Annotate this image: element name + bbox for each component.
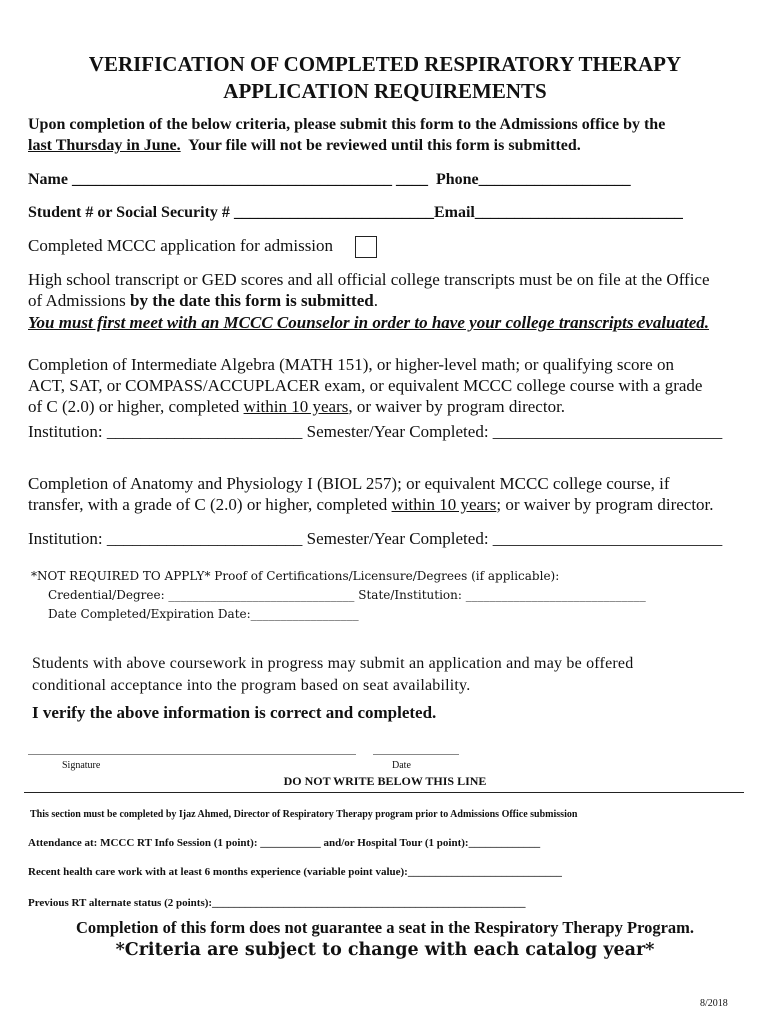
health-care-field[interactable]: Recent health care work with at least 6 months experience (variable point value):____________________________ [28,866,562,878]
student-row [28,204,683,222]
name-field[interactable]: ________________________________________ ____ [71,171,428,188]
student-number-label: Student # or Social Security # [28,204,230,221]
alternate-status-field[interactable]: Previous RT alternate status (2 points):_________________________________________________________ [28,897,526,909]
student-number-field[interactable]: _________________________ [233,204,434,221]
counselor-notice: You must first meet with an MCCC Counselor in order to have your college transcripts evaluated. [28,313,710,332]
verify-statement: I verify the above information is correct and completed. [32,703,437,722]
form-title-line-2: APPLICATION REQUIREMENTS [223,79,547,103]
instructions-rest: Your file will not be reviewed until this form is submitted. [180,137,581,154]
date-line[interactable] [373,754,459,755]
disclaimer: Completion of this form does not guarantee a seat in the Respiratory Therapy Program. [75,918,695,937]
math-line-1: Completion of Intermediate Algebra (MATH 151), or higher-level math; or qualifying score on [28,355,674,374]
criteria-notice: *Criteria are subject to change with each catalog year* [115,940,655,960]
anatomy-line-1: Completion of Anatomy and Physiology I (BIOL 257); or equivalent MCCC college course, if [28,474,670,493]
transcripts-line-2: of Admissions by the date this form is submitted. [28,291,378,310]
progress-line-2: conditional acceptance into the program based on seat availability. [32,677,471,694]
signature-label: Signature [62,760,101,771]
math-line-3: of C (2.0) or higher, completed within 10 years, or waiver by program director. [28,397,566,416]
office-section-note: This section must be completed by Ijaz Ahmed, Director of Respiratory Therapy program prior to Admissions Office submission [30,809,578,820]
deadline-text: last Thursday in June. [28,137,181,154]
name-label: Name [28,171,68,188]
date-label: Date [392,760,411,771]
form-title-line-1: VERIFICATION OF COMPLETED RESPIRATORY THERAPY [88,52,682,76]
anatomy-institution-field[interactable]: Institution: _______________________ Semester/Year Completed: ___________________________ [28,529,723,548]
phone-field[interactable]: ___________________ [478,171,631,188]
attendance-field[interactable]: Attendance at: MCCC RT Info Session (1 point): ___________ and/or Hospital Tour (1 point):_____________ [28,837,541,849]
instructions-line-1: Upon completion of the below criteria, please submit this form to the Admissions office by the [28,116,666,133]
credential-field[interactable]: Credential/Degree: _______________________________ State/Institution: ______________________________ [48,588,646,602]
do-not-write-notice: DO NOT WRITE BELOW THIS LINE [283,774,487,788]
version-date: 8/2018 [700,998,728,1009]
signature-line[interactable] [28,754,356,755]
name-row [28,171,631,189]
transcripts-line-1: High school transcript or GED scores and all official college transcripts must be on file at the Office [28,270,710,289]
mccc-application-label: Completed MCCC application for admission [28,236,334,255]
progress-line-1: Students with above coursework in progress may submit an application and may be offered [32,655,634,672]
phone-label: Phone [435,171,479,188]
certs-note: *NOT REQUIRED TO APPLY* Proof of Certifications/Licensure/Degrees (if applicable): [31,569,560,583]
anatomy-line-2: transfer, with a grade of C (2.0) or higher, completed within 10 years; or waiver by program director. [28,495,714,514]
email-field[interactable]: __________________________ [474,204,683,221]
email-label: Email [433,204,475,221]
math-institution-field[interactable]: Institution: _______________________ Semester/Year Completed: ___________________________ [28,422,723,441]
mccc-application-checkbox[interactable] [355,236,377,258]
instructions-line-2 [28,137,581,155]
divider-line [24,792,744,793]
math-line-2: ACT, SAT, or COMPASS/ACCUPLACER exam, or equivalent MCCC college course with a grade [28,376,703,395]
date-completed-field[interactable]: Date Completed/Expiration Date:__________________ [48,607,359,621]
